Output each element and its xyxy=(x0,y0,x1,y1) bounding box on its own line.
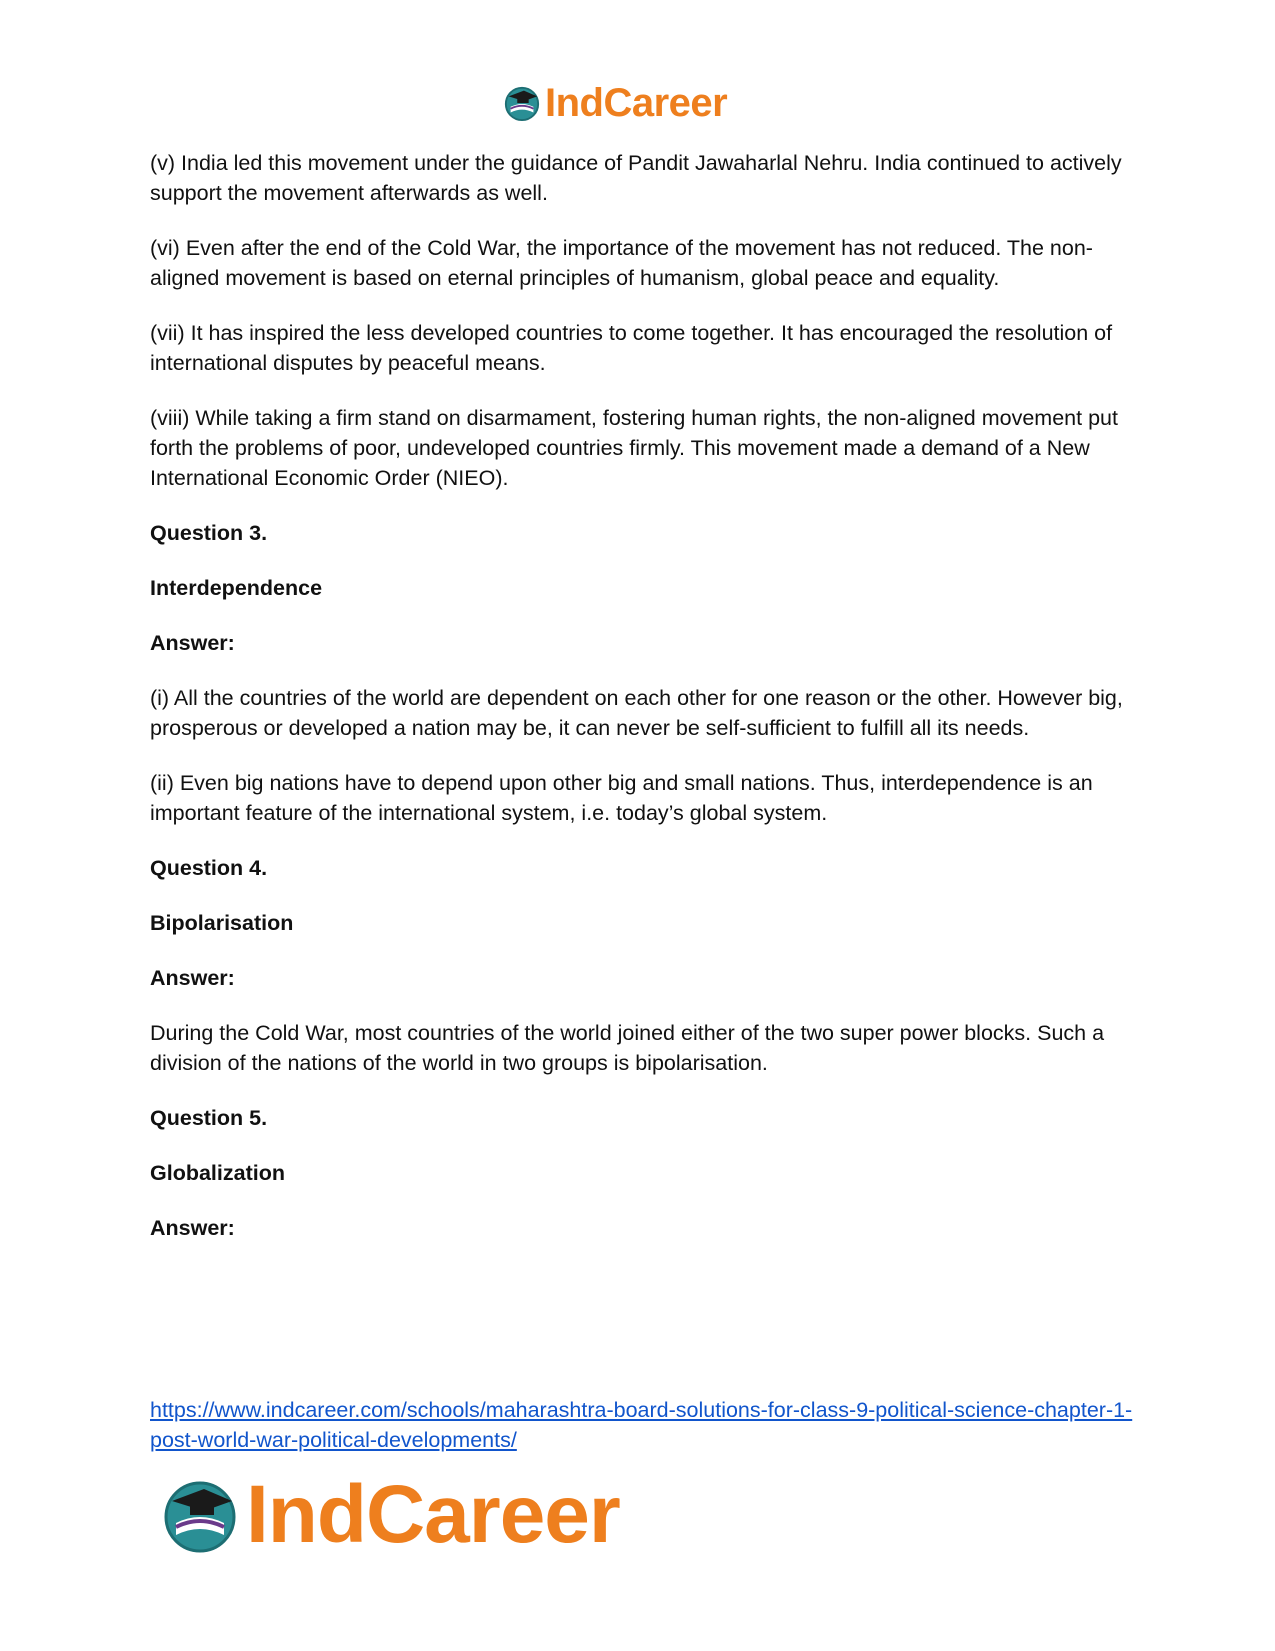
question-4-answer: During the Cold War, most countries of the world joined either of the two super power blocks. Such a division of the nations of the world in two groups is bipolarisation. xyxy=(150,1021,1105,1075)
header-logo-text: IndCareer xyxy=(545,81,728,125)
question-3-title: Interdependence xyxy=(150,576,323,600)
header-logo xyxy=(503,80,773,126)
footer-logo-text: IndCareer xyxy=(246,1469,620,1560)
question-3-label: Question 3. xyxy=(150,521,268,545)
question-3-answer-i: (i) All the countries of the world are dependent on each other for one reason or the other. However big, prosperous or developed a nation may be, it can never be self-sufficient to fulfill all its needs. xyxy=(150,686,1123,740)
paragraph-vii: (vii) It has inspired the less developed countries to come together. It has encouraged the resolution of international disputes by peaceful means. xyxy=(150,321,1113,375)
question-4-title: Bipolarisation xyxy=(150,911,294,935)
question-3-answer-label: Answer: xyxy=(150,631,235,655)
paragraph-viii: (viii) While taking a firm stand on disarmament, fostering human rights, the non-aligned movement put forth the problems of poor, undeveloped countries firmly. This movement made a demand of a New International Economic Order (NIEO). xyxy=(150,406,1118,490)
question-5-title: Globalization xyxy=(150,1161,285,1185)
globe-graduation-cap-icon xyxy=(503,84,541,122)
footer-logo xyxy=(160,1470,700,1560)
globe-graduation-cap-icon xyxy=(160,1475,240,1555)
paragraph-v: (v) India led this movement under the guidance of Pandit Jawaharlal Nehru. India continued to actively support the movement afterwards as well. xyxy=(150,151,1122,205)
source-url-link[interactable]: https://www.indcareer.com/schools/maharashtra-board-solutions-for-class-9-political-science-chapter-1-post-world-war-political-developments/ xyxy=(150,1398,1133,1452)
question-4-answer-label: Answer: xyxy=(150,966,235,990)
document-body xyxy=(150,148,1135,1268)
question-3-answer-ii: (ii) Even big nations have to depend upon other big and small nations. Thus, interdependence is an important feature of the international system, i.e. today’s global system. xyxy=(150,771,1093,825)
question-5-label: Question 5. xyxy=(150,1106,268,1130)
question-5-answer-label: Answer: xyxy=(150,1216,235,1240)
paragraph-vi: (vi) Even after the end of the Cold War, the importance of the movement has not reduced. The non-aligned movement is based on eternal principles of humanism, global peace and equality. xyxy=(150,236,1093,290)
question-4-label: Question 4. xyxy=(150,856,268,880)
